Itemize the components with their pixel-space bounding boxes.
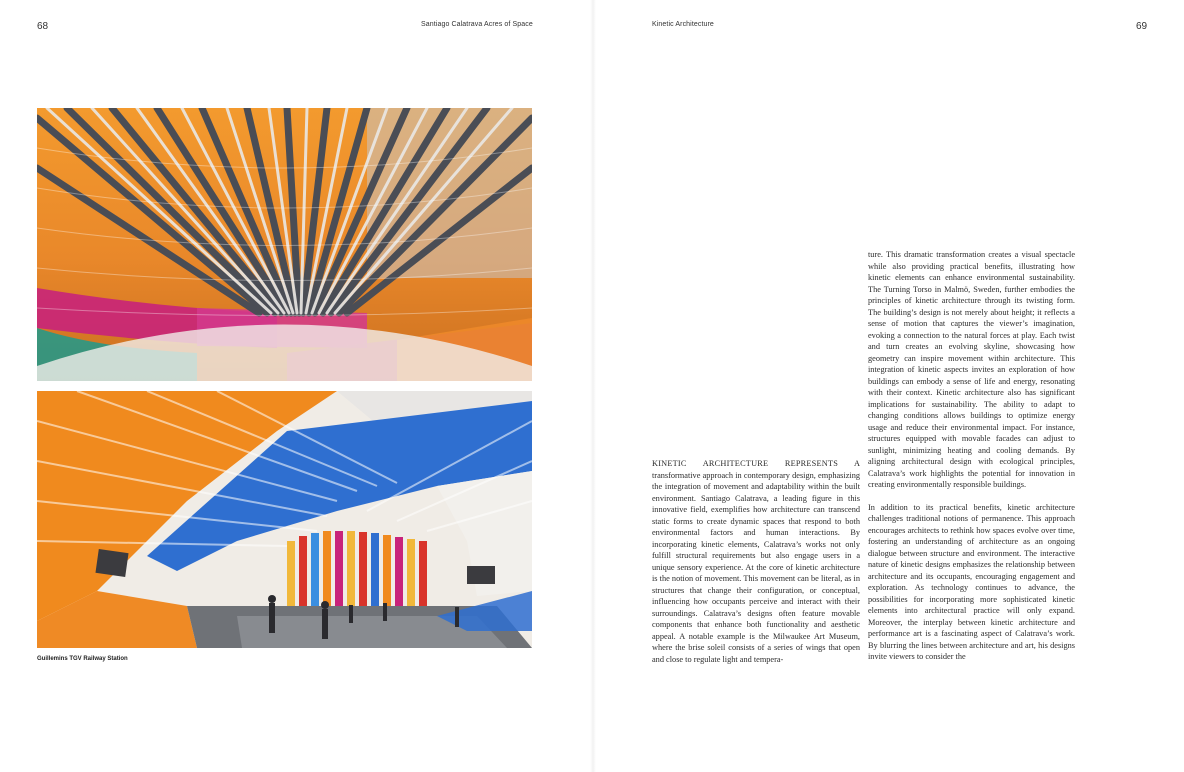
running-header-right: Kinetic Architecture xyxy=(652,21,714,28)
article-paragraph: ture. This dramatic transformation creates a visual spectacle while also providing practical benefits, illustrating how kinetic elements can enhance environmental sustainability. The Turning Torso in Malmö, Sweden, further embodies the principles of kinetic architecture through its twisting form. The building’s design is not merely about height; it reflects a sense of motion that captures the viewer’s imagination, evoking a connection to the natural forces at play. Each twist and turn creates an evolving skyline, showcasing how geometry can inspire movement within architecture. This integration of kinetic aspects invites an exploration of how buildings can embody a sense of life and energy, resonating with their context. Kinetic architecture also has significant implications for sustainability. The ability to adapt to changing conditions allows buildings to optimize energy usage and reduce their environmental impact. For instance, structures equipped with movable facades can adjust to sunlight, minimizing heating and cooling demands. By aligning architectural design with ecological principles, Calatrava’s work highlights the potential for innovation in creating environmentally responsible buildings. xyxy=(868,250,1075,489)
photo-concourse-bottom xyxy=(37,391,532,648)
running-header-left: Santiago Calatrava Acres of Space xyxy=(421,21,533,28)
canopy-image xyxy=(37,108,532,381)
page-gutter xyxy=(590,0,596,772)
photo-caption: Guillemins TGV Railway Station xyxy=(37,656,128,662)
article-column-right xyxy=(868,249,1075,663)
lead-in: KINETIC ARCHITECTURE REPRESENTS xyxy=(652,459,839,468)
photo-canopy-top xyxy=(37,108,532,381)
article-paragraph xyxy=(652,458,860,665)
article-paragraph: In addition to its practical benefits, kinetic architecture challenges traditional notions of permanence. This approach encourages architects to rethink how spaces evolve over time, fostering an understanding of architecture as an ongoing dialogue between structure and environment. The interactive nature of kinetic designs emphasizes the relationship between architecture and its occupants, encouraging engagement and exploration. As technology continues to advance, the possibilities for incorporating more sophisticated kinetic elements into architectural practice will only expand. Moreover, the interplay between kinetic architecture and performance art is a fascinating aspect of Calatrava’s work. By blurring the lines between architecture and art, his designs invite viewers to consider the xyxy=(868,502,1075,661)
page-number-left: 68 xyxy=(37,21,49,32)
concourse-image xyxy=(37,391,532,648)
article-column-left xyxy=(652,458,860,665)
paragraph-text: A transformative approach in contemporary design, emphasizing the integration of movement and adaptability within the built environment. Santiago Calatrava, a leading figure in this innovative field, exemplifies how architecture can transcend static forms to create dynamic spaces that respond to both environmental factors and human interactions. By incorporating kinetic elements, Calatrava’s works not only fulfill structural requirements but also engage users in a unique sensory experience. At the core of kinetic architecture is the notion of movement. This movement can be literal, as in structures that change their configuration, or conceptual, influencing how occupants perceive and interact with their surroundings. Calatrava’s designs often feature movable components that enhance both functionality and aesthetic appeal. A notable example is the Milwaukee Art Museum, where the brise soleil consists of a series of wings that open and close to regulate light and tempera- xyxy=(652,459,860,664)
page-number-right: 69 xyxy=(1136,21,1148,32)
